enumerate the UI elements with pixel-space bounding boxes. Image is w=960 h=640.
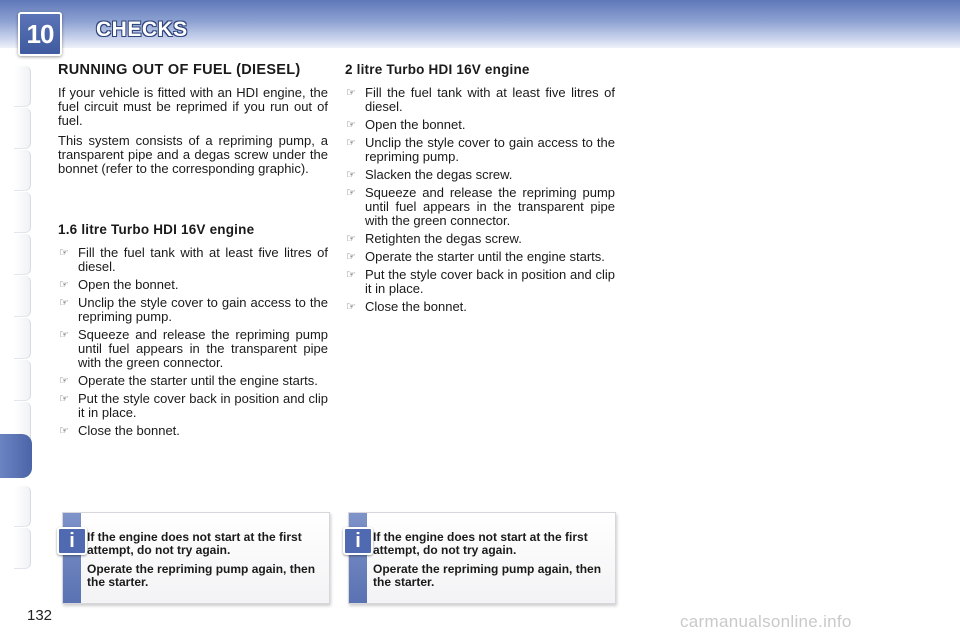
pointing-hand-icon: ☞	[346, 233, 356, 245]
page-header	[0, 0, 960, 48]
engine-heading: 1.6 litre Turbo HDI 16V engine	[58, 222, 255, 237]
chapter-side-tabs	[0, 62, 34, 582]
step-list	[58, 246, 328, 438]
chapter-tab[interactable]	[14, 234, 31, 275]
list-item: ☞ Put the style cover back in position and clip it in place.	[346, 267, 615, 296]
chapter-tab[interactable]	[14, 360, 31, 401]
list-item: ☞ Fill the fuel tank with at least five litres of diesel.	[346, 85, 615, 114]
info-box	[62, 512, 330, 604]
list-item: ☞ Operate the starter until the engine starts.	[346, 249, 605, 264]
info-text	[373, 531, 609, 595]
chapter-tab-active[interactable]	[0, 434, 32, 478]
list-item: ☞ Open the bonnet.	[59, 277, 179, 292]
intro-paragraph: If your vehicle is fitted with an HDI engine, the fuel circuit must be reprimed if you run out of fuel.	[58, 85, 328, 128]
chapter-tab[interactable]	[14, 192, 31, 233]
info-line: If the engine does not start at the first attempt, do not try again.	[373, 530, 588, 557]
list-item: ☞ Retighten the degas screw.	[346, 231, 522, 246]
engine-heading: 2 litre Turbo HDI 16V engine	[345, 62, 530, 77]
step-list	[345, 86, 615, 314]
watermark: carmanualsonline.info	[680, 612, 852, 631]
list-item: ☞ Unclip the style cover to gain access to the repriming pump.	[59, 295, 328, 324]
pointing-hand-icon: ☞	[59, 375, 69, 387]
list-item: ☞ Squeeze and release the repriming pump until fuel appears in the transparent pipe with the green connector.	[59, 327, 328, 370]
pointing-hand-icon: ☞	[346, 269, 356, 281]
left-column	[58, 62, 328, 442]
list-item: ☞ Slacken the degas screw.	[346, 167, 513, 182]
chapter-number-badge: 10	[18, 12, 62, 56]
pointing-hand-icon: ☞	[346, 169, 356, 181]
pointing-hand-icon: ☞	[59, 279, 69, 291]
info-line: Operate the repriming pump again, then the starter.	[373, 562, 602, 589]
pointing-hand-icon: ☞	[59, 329, 69, 341]
pointing-hand-icon: ☞	[346, 301, 356, 313]
chapter-tab[interactable]	[14, 150, 31, 191]
info-text	[87, 531, 323, 595]
list-item: ☞ Put the style cover back in position and clip it in place.	[59, 391, 328, 420]
info-icon: i	[57, 527, 87, 555]
info-box	[348, 512, 616, 604]
pointing-hand-icon: ☞	[346, 87, 356, 99]
list-item: ☞ Operate the starter until the engine starts.	[59, 373, 318, 388]
pointing-hand-icon: ☞	[59, 425, 69, 437]
list-item: ☞ Unclip the style cover to gain access to the repriming pump.	[346, 135, 615, 164]
pointing-hand-icon: ☞	[346, 119, 356, 131]
chapter-tab[interactable]	[14, 318, 31, 359]
pointing-hand-icon: ☞	[346, 251, 356, 263]
pointing-hand-icon: ☞	[59, 247, 69, 259]
right-column	[345, 62, 615, 318]
info-line: Operate the repriming pump again, then the starter.	[87, 562, 316, 589]
chapter-tab[interactable]	[14, 486, 31, 527]
intro-paragraph: This system consists of a repriming pump, a transparent pipe and a degas screw under the bonnet (refer to the corresponding graphic).	[58, 133, 328, 176]
list-item: ☞ Close the bonnet.	[59, 423, 180, 438]
list-item: ☞ Close the bonnet.	[346, 299, 467, 314]
pointing-hand-icon: ☞	[346, 137, 356, 149]
section-heading: RUNNING OUT OF FUEL (DIESEL)	[58, 62, 301, 78]
info-icon: i	[343, 527, 373, 555]
pointing-hand-icon: ☞	[59, 297, 69, 309]
chapter-tab[interactable]	[14, 66, 31, 107]
info-line: If the engine does not start at the first attempt, do not try again.	[87, 530, 302, 557]
pointing-hand-icon: ☞	[59, 393, 69, 405]
list-item: ☞ Open the bonnet.	[346, 117, 466, 132]
chapter-tab[interactable]	[14, 276, 31, 317]
chapter-tab[interactable]	[14, 108, 31, 149]
list-item: ☞ Squeeze and release the repriming pump until fuel appears in the transparent pipe with the green connector.	[346, 185, 615, 228]
pointing-hand-icon: ☞	[346, 187, 356, 199]
chapter-tab[interactable]	[14, 528, 31, 569]
list-item: ☞ Fill the fuel tank with at least five litres of diesel.	[59, 245, 328, 274]
chapter-title: CHECKS	[96, 18, 188, 41]
page-number: 132	[27, 607, 53, 624]
